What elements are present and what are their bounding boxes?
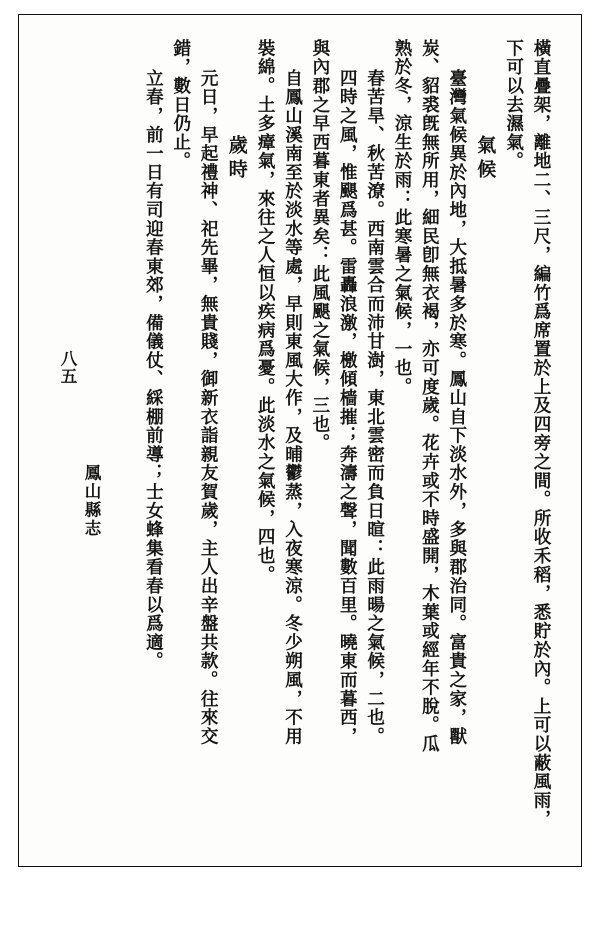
text-column: 與內郡之早西暮東者異矣：此風颶之氣候，三也。 (309, 39, 330, 453)
text-column: 元日，早起禮神、祀先畢，無貴賤，御新衣詣親友賀歲，主人出辛盤共款。往來交 (198, 69, 219, 746)
text-column: 自鳳山溪南至於淡水等處，早則東風大作，及晡鬱蒸，入夜寒涼。冬少朔風，不用 (282, 69, 303, 746)
text-column: 立春，前一日有司迎春東郊，備儀仗、綵棚前導；士女蜂集看春以爲適。 (143, 69, 164, 671)
section-heading-suishi: 歲時 (225, 135, 248, 183)
text-column: 炭、貂裘旣無所用，細民卽無衣褐，亦可度歲。花卉或不時盛開，木葉或經年不脫。瓜 (419, 39, 440, 754)
text-column: 臺灣氣候異於內地，大抵暑多於寒。鳳山自下淡水外，多與郡治同。富貴之家，獸 (446, 69, 467, 746)
text-column: 橫直疊架，離地二、三尺，編竹爲席置於上及四旁之間。所收禾稻，悉貯於內。上可以蔽風雨， (531, 39, 551, 829)
text-column: 裝綿。土多瘴氣，來往之人恒以疾病爲憂。此淡水之氣候，四也。 (255, 39, 276, 585)
running-title: 鳳山縣志 (82, 464, 101, 538)
section-heading-qihou: 氣候 (474, 135, 497, 183)
text-column: 四時之風，惟颶爲甚。雷轟浪激，檄傾樯摧；奔濤之聲，聞數百里。曉東而暮西， (337, 69, 358, 746)
text-column: 春苦旱、秋苦潦。西南雲合而沛甘澍，東北雲密而負日暄：此雨暘之氣候，二也。 (364, 69, 385, 746)
text-column: 錯，數日仍止。 (170, 39, 191, 171)
vertical-text-body (49, 39, 553, 845)
page-paper (18, 14, 582, 867)
page-number: 八五 (58, 349, 77, 385)
text-column: 下可以去濕氣。 (503, 39, 524, 171)
page-footer (55, 39, 103, 845)
text-column: 熟於冬，涼生於雨：此寒暑之氣候，一也。 (391, 39, 412, 397)
